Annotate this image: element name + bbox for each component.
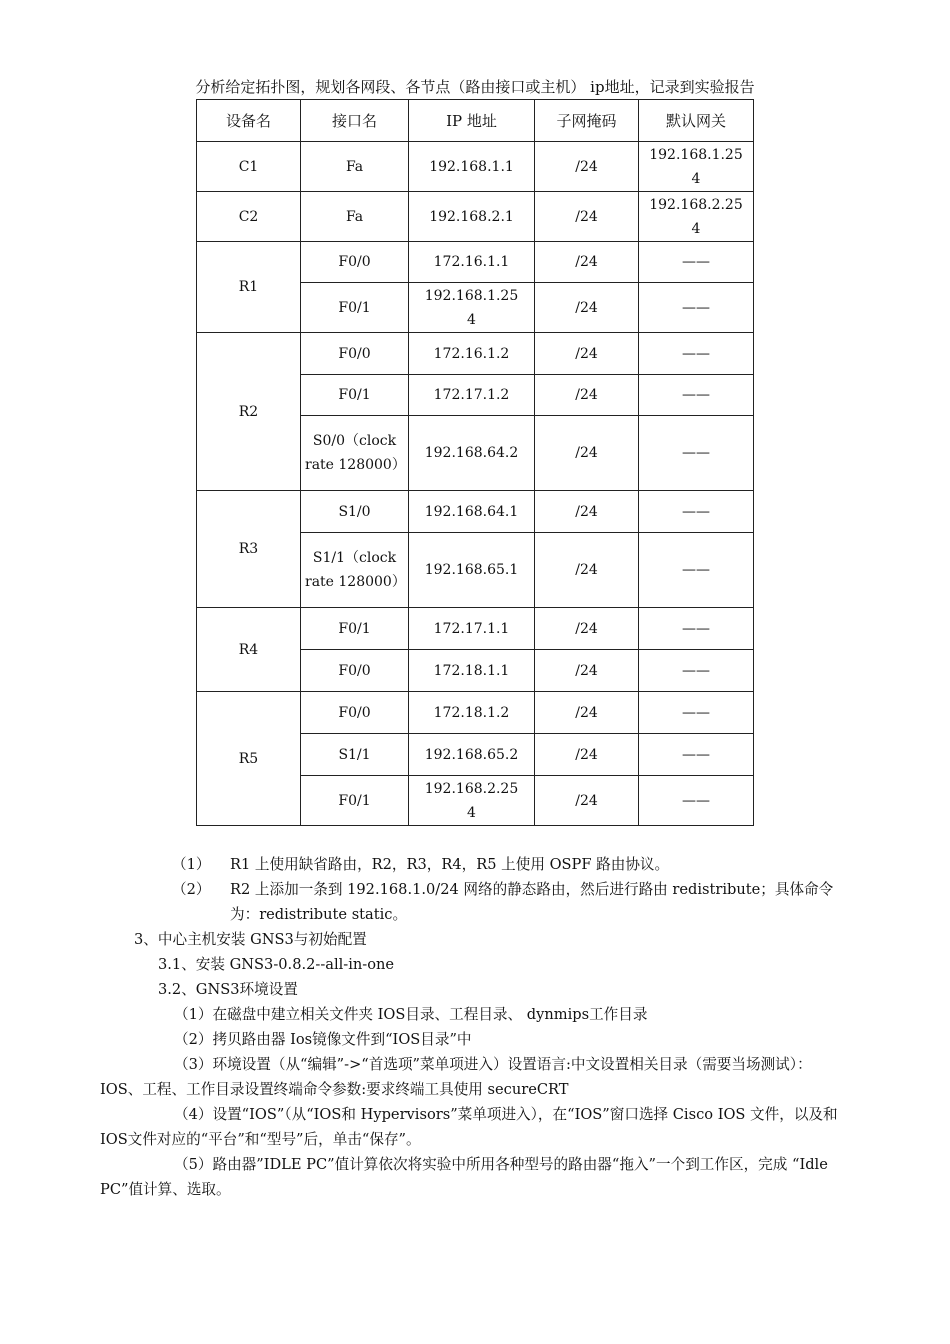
- interface-cell: S1/0: [301, 491, 409, 533]
- table-row: [197, 692, 754, 734]
- step-paragraph-1: （1）在磁盘中建立相关文件夹 IOS目录、工程目录、 dynmips工作目录: [174, 1006, 648, 1023]
- table-row: [197, 192, 754, 242]
- notes-section: [100, 852, 852, 1202]
- mask-cell: /24: [535, 333, 639, 375]
- header-interface: 接口名: [301, 100, 409, 142]
- interface-cell: S1/1（clock rate 128000）: [301, 533, 409, 608]
- gateway-cell: ——: [639, 650, 754, 692]
- ip-cell: 192.168.2.254: [409, 776, 535, 826]
- mask-cell: /24: [535, 142, 639, 192]
- intro-text: 分析给定拓扑图，规划各网段、各节点（路由接口或主机） ip地址，记录到实验报告: [195, 78, 755, 96]
- note-text: R2 上添加一条到 192.168.1.0/24 网络的静态路由，然后进行路由 redistribute；具体命令为：redistribute static。: [230, 881, 834, 923]
- ip-plan-table: [196, 99, 754, 826]
- table-row: [197, 242, 754, 283]
- gateway-cell: ——: [639, 416, 754, 491]
- device-cell: R1: [197, 242, 301, 333]
- note-number: （1）: [172, 856, 211, 873]
- ip-cell: 192.168.64.2: [409, 416, 535, 491]
- note-item-1: [100, 852, 852, 877]
- device-cell: R3: [197, 491, 301, 608]
- ip-cell: 192.168.65.2: [409, 734, 535, 776]
- gateway-cell: ——: [639, 608, 754, 650]
- interface-cell: F0/0: [301, 333, 409, 375]
- gateway-cell: 192.168.2.254: [639, 192, 754, 242]
- device-cell: R5: [197, 692, 301, 826]
- device-cell: R4: [197, 608, 301, 692]
- table-header-row: [197, 100, 754, 142]
- mask-cell: /24: [535, 776, 639, 826]
- gateway-cell: ——: [639, 776, 754, 826]
- gateway-cell: 192.168.1.254: [639, 142, 754, 192]
- ip-cell: 172.17.1.1: [409, 608, 535, 650]
- gateway-cell: ——: [639, 533, 754, 608]
- header-mask: 子网掩码: [535, 100, 639, 142]
- ip-cell: 172.18.1.2: [409, 692, 535, 734]
- mask-cell: /24: [535, 734, 639, 776]
- mask-cell: /24: [535, 242, 639, 283]
- ip-cell: 172.16.1.1: [409, 242, 535, 283]
- device-cell: R2: [197, 333, 301, 491]
- ip-cell: 192.168.64.1: [409, 491, 535, 533]
- mask-cell: /24: [535, 533, 639, 608]
- mask-cell: /24: [535, 375, 639, 416]
- step-paragraph-5: （5）路由器”IDLE PC”值计算依次将实验中所用各种型号的路由器“拖入”一个到工作区，完成 “Idle PC”值计算、选取。: [100, 1156, 828, 1198]
- ip-cell: 192.168.2.1: [409, 192, 535, 242]
- gateway-cell: ——: [639, 333, 754, 375]
- section-heading-3: 3、中心主机安装 GNS3与初始配置: [134, 931, 367, 948]
- interface-cell: F0/0: [301, 692, 409, 734]
- table-row: [197, 142, 754, 192]
- ip-cell: 172.18.1.1: [409, 650, 535, 692]
- header-device: 设备名: [197, 100, 301, 142]
- note-number: （2）: [172, 881, 211, 898]
- mask-cell: /24: [535, 608, 639, 650]
- ip-cell: 192.168.65.1: [409, 533, 535, 608]
- interface-cell: S0/0（clock rate 128000）: [301, 416, 409, 491]
- interface-cell: F0/0: [301, 242, 409, 283]
- interface-cell: F0/1: [301, 776, 409, 826]
- interface-cell: F0/0: [301, 650, 409, 692]
- table-row: [197, 333, 754, 375]
- header-ip: IP 地址: [409, 100, 535, 142]
- header-gateway: 默认网关: [639, 100, 754, 142]
- mask-cell: /24: [535, 692, 639, 734]
- step-paragraph-3: （3）环境设置（从“编辑”->“首选项”菜单项进入）设置语言:中文设置相关目录（需要当场测试）：IOS、工程、工作目录设置终端命令参数:要求终端工具使用 secureCRT: [100, 1056, 812, 1098]
- ip-cell: 172.17.1.2: [409, 375, 535, 416]
- device-cell: C2: [197, 192, 301, 242]
- gateway-cell: ——: [639, 375, 754, 416]
- gateway-cell: ——: [639, 692, 754, 734]
- gateway-cell: ——: [639, 491, 754, 533]
- interface-cell: Fa: [301, 192, 409, 242]
- device-cell: C1: [197, 142, 301, 192]
- interface-cell: S1/1: [301, 734, 409, 776]
- interface-cell: Fa: [301, 142, 409, 192]
- gateway-cell: ——: [639, 734, 754, 776]
- gateway-cell: ——: [639, 283, 754, 333]
- gateway-cell: ——: [639, 242, 754, 283]
- mask-cell: /24: [535, 192, 639, 242]
- table-row: [197, 491, 754, 533]
- ip-cell: 192.168.1.254: [409, 283, 535, 333]
- ip-cell: 192.168.1.1: [409, 142, 535, 192]
- note-item-2: [100, 877, 852, 927]
- subsection-heading-3-1: 3.1、安装 GNS3-0.8.2--all-in-one: [158, 956, 395, 973]
- interface-cell: F0/1: [301, 375, 409, 416]
- step-paragraph-4: （4）设置“IOS”（从“IOS和 Hypervisors”菜单项进入），在“IOS”窗口选择 Cisco IOS 文件，以及和 IOS文件对应的“平台”和“型号”后，单击“保存”。: [100, 1106, 838, 1148]
- subsection-heading-3-2: 3.2、GNS3环境设置: [158, 981, 298, 998]
- mask-cell: /24: [535, 283, 639, 333]
- mask-cell: /24: [535, 491, 639, 533]
- step-paragraph-2: （2）拷贝路由器 Ios镜像文件到“IOS目录”中: [174, 1031, 472, 1048]
- ip-cell: 172.16.1.2: [409, 333, 535, 375]
- table-row: [197, 608, 754, 650]
- mask-cell: /24: [535, 416, 639, 491]
- note-text: R1 上使用缺省路由，R2，R3，R4，R5 上使用 OSPF 路由协议。: [230, 856, 670, 873]
- interface-cell: F0/1: [301, 608, 409, 650]
- mask-cell: /24: [535, 650, 639, 692]
- interface-cell: F0/1: [301, 283, 409, 333]
